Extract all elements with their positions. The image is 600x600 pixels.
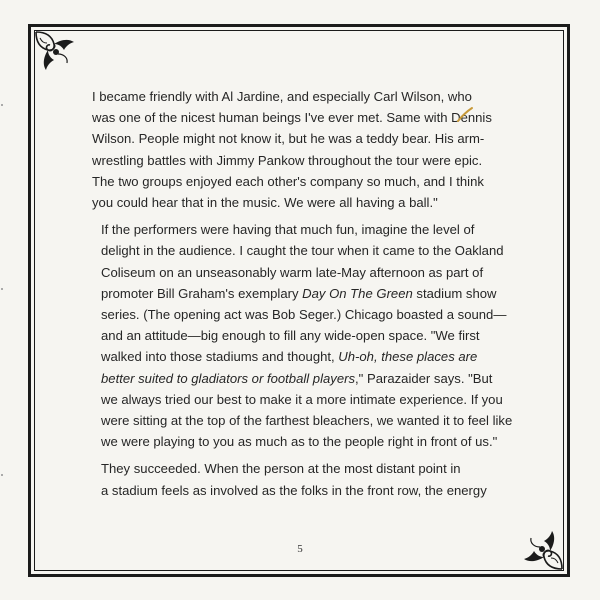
text-run: walked into those stadiums and thought, bbox=[101, 349, 339, 365]
text-line: delight in the audience. I caught the tour when it came to the Oakland bbox=[101, 243, 504, 259]
paragraph-3 bbox=[92, 458, 512, 500]
flourish-corner-icon bbox=[34, 30, 80, 76]
text-line: was one of the nicest human beings I've ever met. Same with Dennis bbox=[92, 110, 492, 126]
text-line: we were playing to you as much as to the people right in front of us." bbox=[101, 434, 498, 450]
text-run: ," Parazaider says. "But bbox=[355, 370, 493, 386]
text-run: stadium show bbox=[412, 285, 497, 301]
text-line: a stadium feels as involved as the folks in the front row, the energy bbox=[101, 482, 487, 498]
text-line: were sitting at the top of the farthest bleachers, we wanted it to feel like bbox=[101, 413, 513, 429]
text-line: Coliseum on an unseasonably warm late-May afternoon as part of bbox=[101, 264, 484, 280]
text-line: The two groups enjoyed each other's company so much, and I think bbox=[92, 173, 484, 189]
text-line: I became friendly with Al Jardine, and especially Carl Wilson, who bbox=[92, 89, 472, 104]
italic-quote: Uh-oh, these places are bbox=[338, 349, 478, 365]
scan-dot bbox=[1, 288, 3, 290]
text-line bbox=[92, 368, 512, 389]
text-line: and an attitude—big enough to fill any wide-open space. "We first bbox=[101, 328, 480, 344]
text-line bbox=[92, 283, 512, 304]
text-line: we always tried our best to make it a more intimate experience. If you bbox=[101, 391, 503, 407]
text-line: They succeeded. When the person at the most distant point in bbox=[101, 461, 461, 477]
scan-dot bbox=[1, 474, 3, 476]
text-line bbox=[92, 346, 512, 367]
text-line: wrestling battles with Jimmy Pankow throughout the tour were epic. bbox=[92, 152, 483, 168]
paragraph-1 bbox=[92, 86, 512, 213]
scan-dot bbox=[1, 104, 3, 106]
scan-margin bbox=[0, 0, 8, 600]
italic-quote: better suited to gladiators or football players bbox=[101, 370, 356, 386]
text-line: series. (The opening act was Bob Seger.) Chicago boasted a sound— bbox=[101, 307, 507, 323]
body-text bbox=[92, 86, 512, 501]
page-number: 5 bbox=[297, 543, 303, 555]
text-line: Wilson. People might not know it, but he was a teddy bear. His arm- bbox=[92, 131, 485, 147]
text-line: If the performers were having that much fun, imagine the level of bbox=[101, 222, 475, 238]
text-line: you could hear that in the music. We were all having a ball." bbox=[92, 195, 438, 211]
paragraph-2 bbox=[92, 219, 512, 452]
text-run: promoter Bill Graham's exemplary bbox=[101, 285, 303, 301]
handwritten-annotation-mark bbox=[456, 106, 476, 126]
italic-title: Day On The Green bbox=[302, 285, 413, 301]
